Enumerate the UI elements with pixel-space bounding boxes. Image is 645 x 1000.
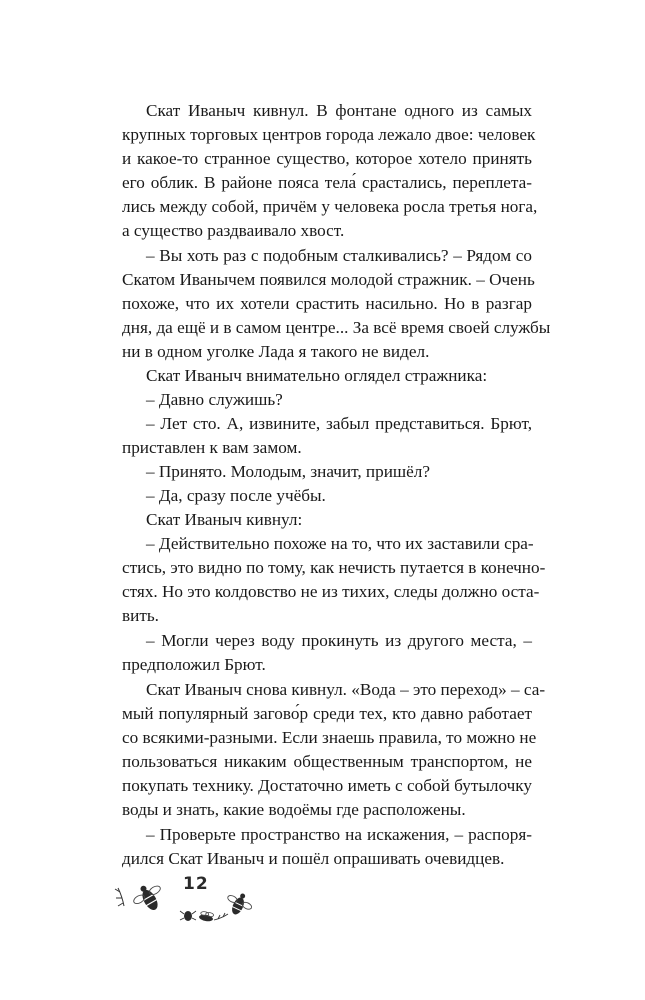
text-line: – Да, сразу после учёбы. — [146, 486, 326, 505]
text-line: Скатом Иванычем появился молодой стражник. – Очень — [122, 270, 535, 289]
text-line: а существо раздваивало хвост. — [122, 221, 345, 240]
text-line: дня, да ещё и в самом центре... За всё время своей службы — [122, 318, 551, 337]
text-line: со всякими-разными. Если знаешь правила, то можно не — [122, 728, 537, 747]
bee-icon — [129, 879, 168, 917]
text-line: – Проверьте пространство на искажения, – распоря- — [146, 825, 532, 844]
beetle-icon — [180, 911, 196, 921]
text-line: дился Скат Иваныч и пошёл опрашивать очевидцев. — [122, 849, 505, 868]
text-line: похоже, что их хотели срастить насильно. Но в разгар — [122, 294, 532, 313]
text-line: Скат Иваныч кивнул. В фонтане одного из самых — [146, 101, 532, 120]
text-line: – Вы хоть раз с подобным сталкивались? – Рядом со — [146, 246, 532, 265]
text-line: Скат Иваныч внимательно оглядел стражника: — [146, 366, 488, 385]
text-line: воды и знать, какие водоёмы где расположены. — [122, 800, 466, 819]
text-line: предположил Брют. — [122, 655, 266, 674]
bee-icon — [222, 888, 255, 919]
text-line: мый популярный загово́р среди тех, кто давно работает — [122, 704, 532, 723]
text-line: – Лет сто. А, извините, забыл представиться. Брют, — [146, 414, 532, 433]
text-line: Скат Иваныч снова кивнул. «Вода – это переход» – са- — [146, 680, 546, 699]
text-line: приставлен к вам замом. — [122, 438, 302, 457]
text-line: – Давно служишь? — [146, 390, 283, 409]
text-line: стях. Но это колдовство не из тихих, следы должно оста- — [122, 582, 540, 601]
sprig-right-icon — [214, 913, 228, 920]
fly-icon — [199, 911, 214, 922]
text-line: его облик. В районе пояса тела́ срастались, переплета- — [122, 173, 532, 192]
text-line: лись между собой, причём у человека росла третья нога, — [122, 197, 538, 216]
text-line: ни в одном уголке Лада я такого не видел. — [122, 342, 430, 361]
text-line: пользоваться никаким общественным транспортом, не — [122, 752, 532, 771]
page-number: 12 — [183, 874, 209, 894]
sprig-left-icon — [115, 888, 124, 906]
text-line: Скат Иваныч кивнул: — [146, 510, 303, 529]
text-line: – Принято. Молодым, значит, пришёл? — [146, 462, 430, 481]
text-line: вить. — [122, 606, 159, 625]
text-line: крупных торговых центров города лежало двое: человек — [122, 125, 536, 144]
text-line: покупать технику. Достаточно иметь с собой бутылочку — [122, 776, 532, 795]
text-line: – Могли через воду прокинуть из другого места, – — [146, 631, 532, 650]
text-line: – Действительно похоже на то, что их заставили сра- — [146, 534, 534, 553]
page-footer — [110, 870, 260, 930]
text-line: и какое-то странное существо, которое хотело принять — [122, 149, 532, 168]
text-line: стись, это видно по тому, как нечисть путается в конечно- — [122, 558, 546, 577]
